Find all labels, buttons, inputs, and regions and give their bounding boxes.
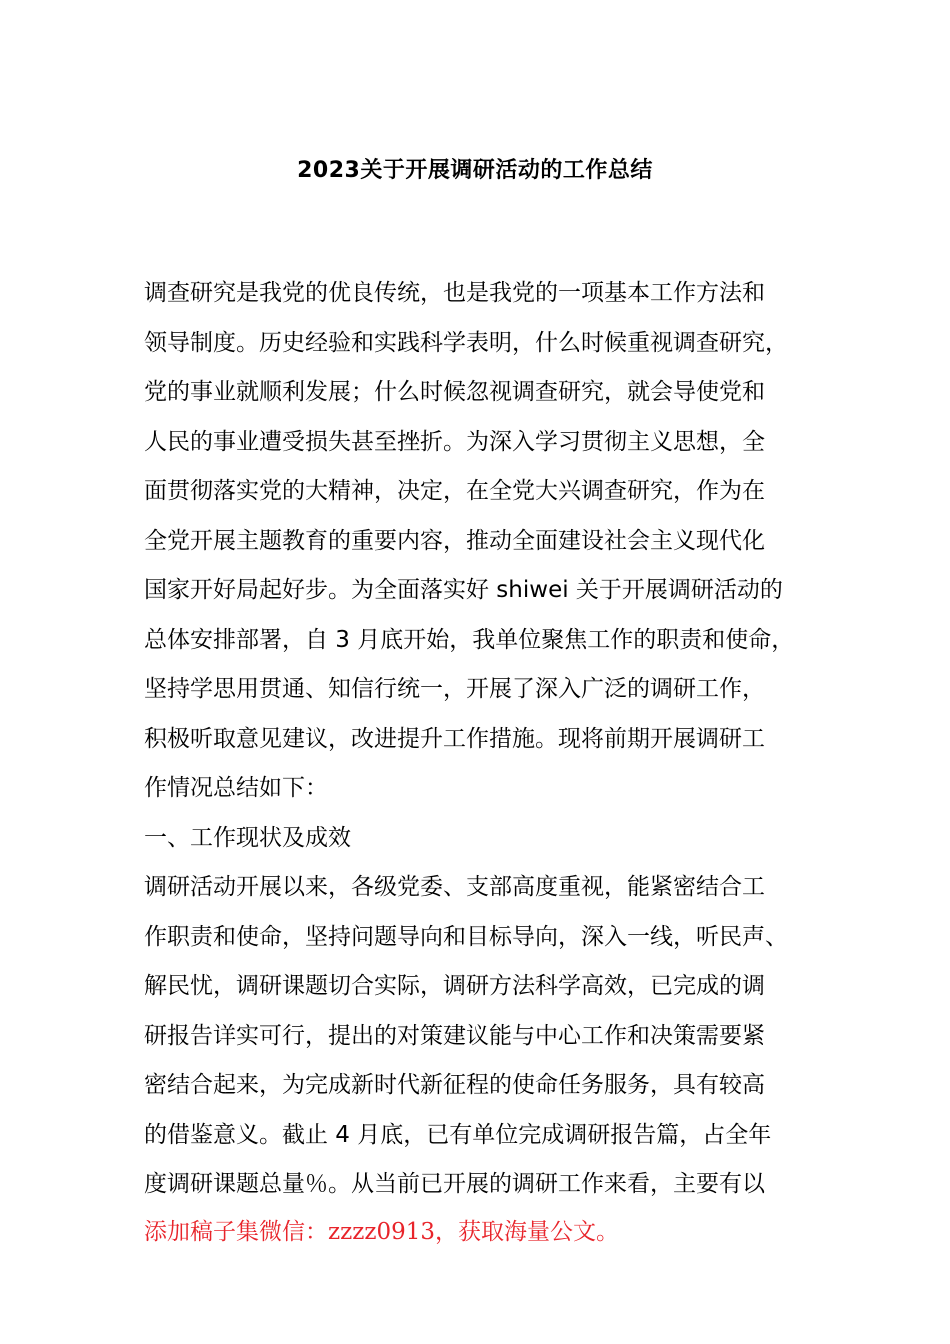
body-line: 国家开好局起好步。为全面落实好 shiwei 关于开展调研活动的: [144, 577, 783, 603]
body-line: 调查研究是我党的优良传统，也是我党的一项基本工作方法和: [144, 280, 765, 306]
body-line: 面贯彻落实党的大精神，决定，在全党大兴调查研究，作为在: [144, 478, 765, 504]
document-body: [144, 272, 824, 1213]
body-line: 作职责和使命，坚持问题导向和目标导向，深入一线，听民声、: [144, 923, 788, 950]
body-line: 坚持学思用贯通、知信行统一，开展了深入广泛的调研工作，: [144, 676, 765, 702]
body-line: 作情况总结如下：: [144, 775, 328, 801]
body-line: 密结合起来，为完成新时代新征程的使命任务服务，具有较高: [144, 1072, 765, 1098]
body-line: 总体安排部署，自 3 月底开始，我单位聚焦工作的职责和使命，: [144, 626, 795, 653]
body-line: 全党开展主题教育的重要内容，推动全面建设社会主义现代化: [144, 527, 765, 554]
body-line: 党的事业就顺利发展；什么时候忽视调查研究，就会导使党和: [144, 379, 765, 405]
body-line: 人民的事业遭受损失甚至挫折。为深入学习贯彻主义思想，全: [144, 428, 765, 455]
body-line: 领导制度。历史经验和实践科学表明，什么时候重视调查研究，: [144, 329, 788, 356]
document-title: 2023关于开展调研活动的工作总结: [297, 158, 653, 183]
body-line: 积极听取意见建议，改进提升工作措施。现将前期开展调研工: [144, 725, 765, 752]
body-line: 度调研课题总量％。从当前已开展的调研工作来看，主要有以: [144, 1171, 765, 1197]
promo-note: 添加稿子集微信：zzzz0913，获取海量公文。: [144, 1219, 620, 1245]
section-heading: 一、工作现状及成效: [144, 824, 351, 851]
body-line: 调研活动开展以来，各级党委、支部高度重视，能紧密结合工: [144, 874, 765, 900]
body-line: 研报告详实可行，提出的对策建议能与中心工作和决策需要紧: [144, 1022, 765, 1049]
body-line: 的借鉴意义。截止 4 月底，已有单位完成调研报告篇，占全年: [144, 1121, 772, 1148]
body-line: 解民忧，调研课题切合实际，调研方法科学高效，已完成的调: [144, 973, 765, 999]
